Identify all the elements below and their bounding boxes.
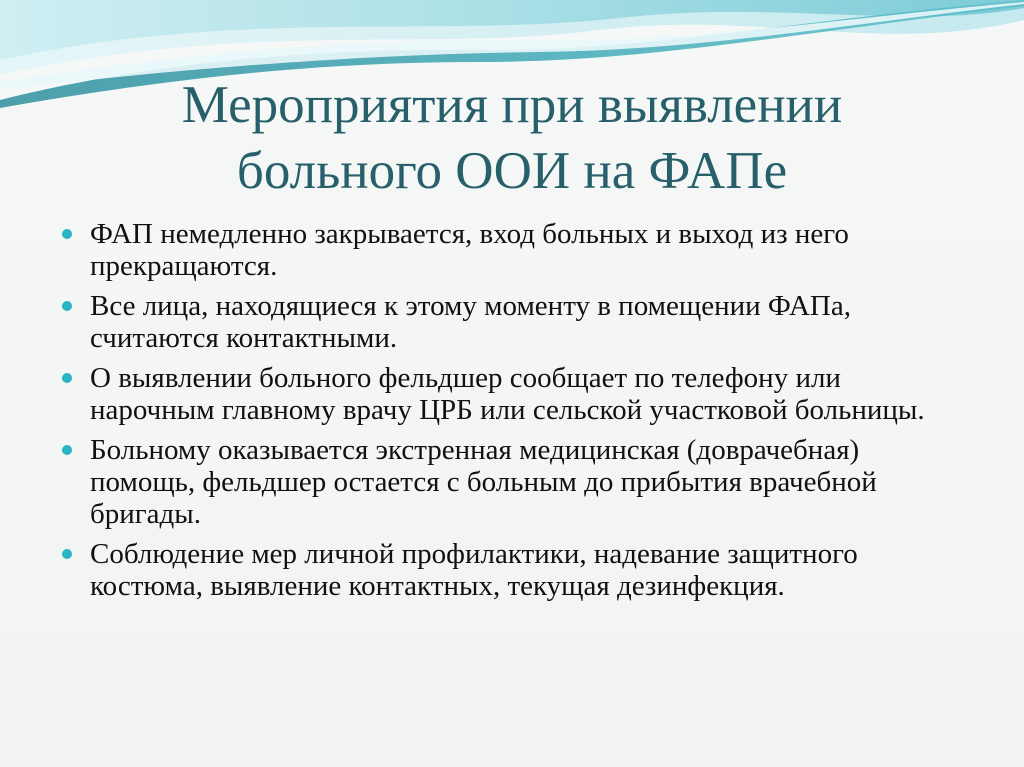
list-item [62,538,962,602]
list-item [62,434,962,530]
bullet-list [62,218,962,610]
bullet-dot-icon [62,301,72,311]
bullet-text: Соблюдение мер личной профилактики, надевание защитного костюма, выявление контактных, текущая дезинфекция. [90,538,858,602]
list-item [62,362,962,426]
list-item [62,290,962,354]
title-line-2: больного ООИ на ФАПе [236,142,788,200]
bullet-dot-icon [62,373,72,383]
page-title [0,72,1024,204]
title-line-1: Мероприятия при выявлении [181,76,843,134]
bullet-dot-icon [62,445,72,455]
list-item [62,218,962,282]
bullet-dot-icon [62,549,72,559]
bullet-text: ФАП немедленно закрывается, вход больных и выход из него прекращаются. [90,218,849,282]
bullet-text: О выявлении больного фельдшер сообщает по телефону или нарочным главному врачу ЦРБ или сельской участковой больницы. [90,362,925,426]
bullet-text: Больному оказывается экстренная медицинская (доврачебная) помощь, фельдшер остается с больным до прибытия врачебной бригады. [90,434,877,530]
bullet-text: Все лица, находящиеся к этому моменту в помещении ФАПа, считаются контактными. [90,290,851,354]
bullet-dot-icon [62,229,72,239]
